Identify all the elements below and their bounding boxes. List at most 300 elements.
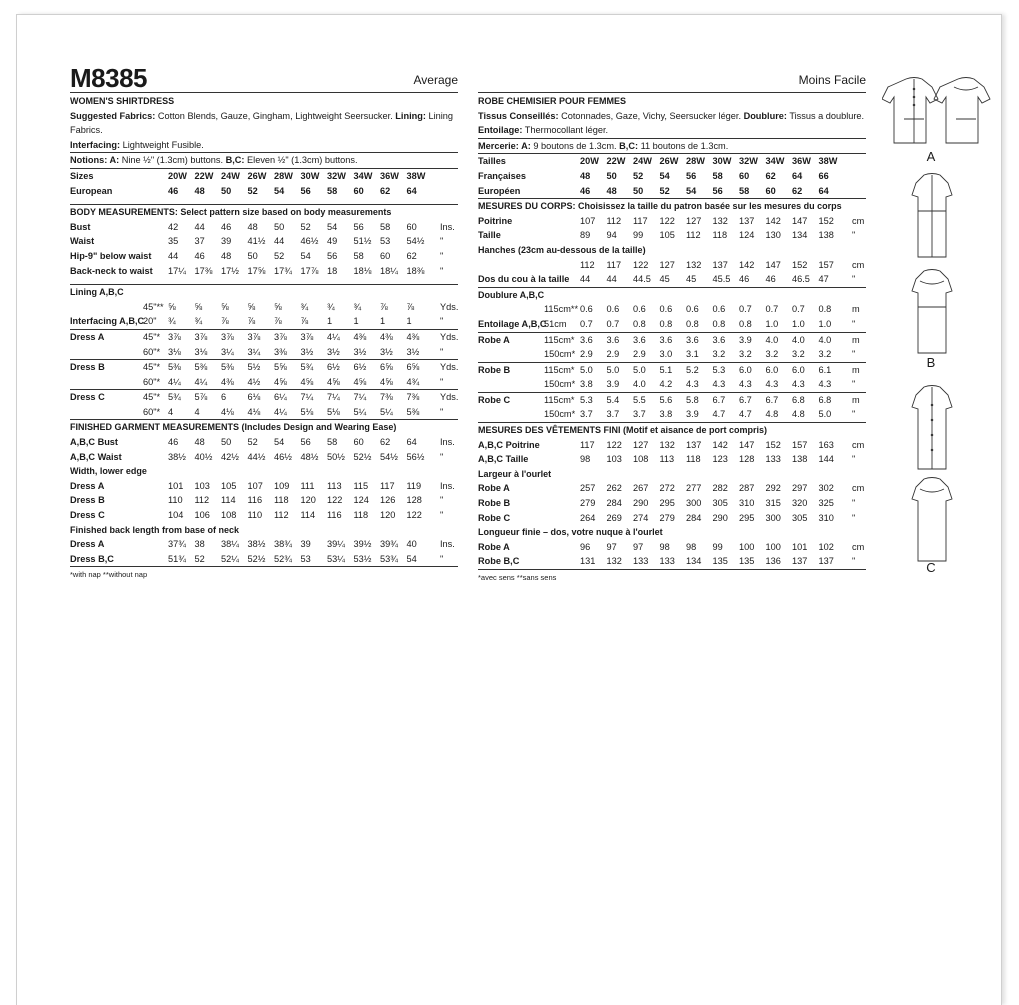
- table-cell: 5.3: [580, 394, 593, 405]
- table-cell: 3⅞: [221, 331, 234, 342]
- view-b-drawing-1: [912, 174, 952, 258]
- table-cell: 3.0: [659, 349, 673, 360]
- table-cell: 17⅞: [300, 265, 319, 276]
- row-values: [578, 228, 870, 243]
- table-cell: 122: [327, 495, 343, 506]
- fabric-width: 150cm*: [544, 409, 576, 420]
- fabrics-label-fr: Tissus Conseillés:: [478, 110, 559, 121]
- table-cell: 50: [221, 437, 232, 448]
- row-values: [578, 554, 870, 569]
- table-cell: 38½: [247, 539, 266, 550]
- view-a-front-drawing: [882, 78, 938, 144]
- length-title: Finished back length from base of neck: [70, 524, 240, 535]
- table-cell: 115: [353, 480, 369, 491]
- row-values: [578, 347, 870, 362]
- table-cell: 98: [686, 541, 697, 552]
- table-cell: 36W: [792, 156, 811, 167]
- table-cell: 40½: [194, 451, 213, 462]
- table-cell: 135: [712, 556, 728, 567]
- table-cell: 6.8: [818, 394, 832, 405]
- table-row: [70, 390, 458, 405]
- table-cell: 3½: [300, 346, 314, 357]
- table-cell: 272: [659, 483, 675, 494]
- table-cell: 101: [168, 480, 184, 491]
- table-cell: 120: [300, 495, 316, 506]
- sizes-cells: [166, 169, 458, 184]
- table-cell: 54: [659, 170, 670, 181]
- table-cell: 50: [221, 185, 232, 196]
- fabric-width: 51cm: [544, 318, 567, 329]
- row-label: A,B,C Taille: [478, 454, 529, 465]
- table-cell: 120: [380, 510, 396, 521]
- table-cell: 64: [406, 437, 417, 448]
- row-unit: ": [852, 318, 856, 329]
- table-cell: 5.8: [686, 394, 699, 405]
- table-cell: 295: [659, 498, 675, 509]
- table-cell: 284: [606, 498, 622, 509]
- table-cell: 30W: [712, 156, 732, 167]
- table-cell: 122: [633, 259, 649, 270]
- group-label: Robe C: [478, 394, 511, 405]
- garment-title: WOMEN'S SHIRTDRESS: [70, 96, 175, 106]
- table-row: [478, 333, 866, 348]
- table-cell: 48: [580, 170, 591, 181]
- table-cell: 0.8: [739, 318, 752, 329]
- table-cell: ⅝: [274, 301, 282, 312]
- table-cell: 130: [765, 230, 781, 241]
- finished-measurements-title: FINISHED GARMENT MEASUREMENTS (Includes Design and Wearing Ease): [70, 422, 397, 433]
- table-cell: 4.8: [792, 409, 805, 420]
- table-cell: 138: [792, 454, 808, 465]
- table-cell: 134: [686, 556, 702, 567]
- table-cell: 62: [792, 185, 803, 196]
- table-cell: 3¼: [221, 346, 234, 357]
- table-cell: 0.8: [659, 318, 673, 329]
- table-cell: 113: [327, 480, 342, 491]
- table-cell: 4⅜: [353, 331, 367, 342]
- table-cell: 4½: [247, 376, 261, 387]
- lining-interfacing-rows: [70, 300, 458, 329]
- table-cell: 267: [633, 483, 649, 494]
- table-cell: 133: [633, 556, 649, 567]
- table-cell: 3.6: [580, 334, 593, 345]
- footnote: *with nap **without nap: [70, 570, 148, 580]
- table-cell: ⅞: [221, 316, 229, 327]
- row-unit: Yds.: [440, 331, 459, 342]
- table-cell: 116: [327, 510, 342, 521]
- table-cell: 52: [194, 553, 205, 564]
- table-cell: 52: [659, 185, 670, 196]
- row-unit: cm: [852, 215, 865, 226]
- table-cell: 58: [327, 185, 338, 196]
- table-cell: 310: [739, 498, 755, 509]
- table-cell: 20W: [168, 170, 187, 181]
- table-cell: ⅞: [300, 316, 309, 327]
- table-cell: 4⅛: [247, 406, 261, 417]
- table-cell: 45: [659, 274, 670, 285]
- table-cell: ⅝: [168, 301, 176, 312]
- table-row: [478, 540, 866, 555]
- table-cell: 138: [818, 230, 834, 241]
- table-cell: 117: [606, 259, 622, 270]
- table-cell: 7⅜: [406, 392, 420, 403]
- lining-title: Lining A,B,C: [70, 287, 124, 298]
- table-cell: 105: [221, 480, 237, 491]
- row-unit: m: [852, 394, 860, 405]
- tailles-cells: [578, 154, 870, 169]
- table-cell: 6.0: [792, 364, 805, 375]
- table-cell: 3.7: [580, 409, 593, 420]
- row-values: [578, 214, 870, 229]
- table-row: [478, 496, 866, 511]
- table-cell: 62: [380, 185, 391, 196]
- table-cell: 56½: [406, 451, 425, 462]
- table-cell: 46: [739, 274, 750, 285]
- table-cell: 5⅜: [168, 362, 181, 373]
- row-label: Dress A: [70, 539, 105, 550]
- row-values: [166, 330, 458, 345]
- table-cell: ¾: [327, 301, 335, 312]
- table-cell: 290: [712, 512, 728, 523]
- table-cell: 0.6: [580, 304, 593, 315]
- table-cell: 58: [327, 437, 338, 448]
- table-cell: 58: [739, 185, 750, 196]
- european-cells: [166, 184, 458, 199]
- table-cell: 4⅜: [406, 331, 420, 342]
- table-cell: 117: [633, 215, 648, 226]
- table-row: [478, 347, 866, 362]
- table-row: [70, 300, 458, 315]
- table-cell: 54: [686, 185, 697, 196]
- table-cell: 34W: [765, 156, 785, 167]
- table-cell: 6½: [353, 362, 367, 373]
- table-cell: 5½: [247, 362, 261, 373]
- table-cell: 51½: [353, 236, 372, 247]
- row-unit: ": [440, 451, 444, 462]
- table-cell: 46: [221, 221, 232, 232]
- view-label-b: B: [926, 355, 936, 370]
- row-unit: ": [440, 406, 444, 417]
- row-values: [578, 317, 870, 332]
- table-cell: 114: [300, 510, 316, 521]
- yardage-group: [70, 390, 458, 420]
- table-cell: 34W: [353, 170, 373, 181]
- lining-label: Lining:: [395, 110, 426, 121]
- table-cell: 3½: [327, 346, 340, 357]
- table-cell: 132: [712, 215, 728, 226]
- table-cell: 54½: [406, 236, 425, 247]
- table-cell: 1: [406, 316, 412, 327]
- table-cell: 3.2: [765, 349, 779, 360]
- table-row: [478, 407, 866, 422]
- fabrics-line-fr: [478, 109, 866, 138]
- table-cell: 297: [792, 483, 808, 494]
- table-row: [70, 508, 458, 523]
- table-row: [478, 554, 866, 569]
- table-cell: 30W: [300, 170, 320, 181]
- table-cell: 4⅝: [300, 376, 314, 387]
- table-cell: 32W: [739, 156, 758, 167]
- table-cell: 38W: [818, 156, 838, 167]
- row-label: Entoilage A,B,C: [478, 318, 547, 329]
- row-unit: ": [852, 379, 856, 390]
- europeen-cells: [578, 184, 870, 199]
- table-cell: 3.7: [633, 409, 646, 420]
- robe-yardage-groups: [478, 333, 866, 424]
- europeen-label: Européen: [478, 185, 521, 196]
- yardage-group: [478, 333, 866, 363]
- table-cell: 44: [168, 250, 179, 261]
- table-cell: 46: [168, 185, 179, 196]
- doublure-title: Doublure A,B,C: [478, 289, 545, 300]
- fabric-width: 60"*: [143, 406, 161, 417]
- table-cell: 5¾: [168, 392, 181, 403]
- fabric-width: 60"*: [143, 346, 161, 357]
- row-values: [166, 450, 458, 465]
- table-cell: 137: [739, 215, 755, 226]
- table-cell: 3⅜: [274, 346, 287, 357]
- table-cell: 40: [406, 539, 417, 550]
- table-cell: 277: [686, 483, 702, 494]
- table-cell: 97: [633, 541, 644, 552]
- table-cell: 310: [818, 512, 834, 523]
- table-cell: 49: [327, 236, 338, 247]
- yardage-section: [70, 285, 458, 330]
- table-cell: 58: [353, 250, 364, 261]
- table-cell: 128: [739, 454, 755, 465]
- row-label: A,B,C Bust: [70, 437, 118, 448]
- table-cell: 137: [712, 259, 728, 270]
- table-cell: ⅝: [194, 301, 203, 312]
- body-measurements-section-fr: [478, 199, 866, 288]
- table-cell: 4.3: [739, 379, 752, 390]
- table-cell: 7¼: [353, 392, 367, 403]
- table-cell: 17⅜: [194, 265, 213, 276]
- table-cell: 36W: [380, 170, 399, 181]
- table-cell: 122: [606, 439, 622, 450]
- table-cell: 0.6: [686, 304, 699, 315]
- row-unit: ": [852, 274, 856, 285]
- row-unit: m: [852, 364, 860, 375]
- row-unit: ": [852, 454, 856, 465]
- french-header: [478, 60, 866, 93]
- row-label: Poitrine: [478, 215, 513, 226]
- table-cell: 46: [194, 250, 205, 261]
- tailles-row: [478, 154, 866, 169]
- table-cell: 142: [712, 439, 728, 450]
- difficulty-level: Average: [413, 73, 458, 87]
- table-cell: 52: [633, 170, 644, 181]
- row-values: [578, 481, 870, 496]
- notions-section-fr: [478, 139, 866, 155]
- row-values: [166, 537, 458, 552]
- table-cell: 50: [633, 185, 644, 196]
- table-cell: 52: [247, 437, 258, 448]
- notions-section: [70, 153, 458, 169]
- interfacing-text: Lightweight Fusible.: [120, 139, 204, 150]
- french-column: [478, 60, 866, 584]
- fabric-width: 45"**: [143, 301, 164, 312]
- table-cell: 62: [765, 170, 776, 181]
- table-cell: 53¼: [327, 553, 345, 564]
- row-unit: m: [852, 334, 860, 345]
- table-cell: 152: [792, 259, 808, 270]
- sizes-section: [70, 169, 458, 205]
- width-title: Width, lower edge: [70, 466, 147, 477]
- row-label: Robe A: [478, 541, 510, 552]
- table-cell: 38¼: [221, 539, 239, 550]
- row-unit: ": [852, 230, 856, 241]
- table-cell: 44½: [247, 451, 266, 462]
- table-cell: 6⅝: [406, 362, 420, 373]
- table-cell: 104: [168, 510, 184, 521]
- row-unit: Ins.: [440, 539, 455, 550]
- row-values: [166, 375, 458, 390]
- table-row: [478, 317, 866, 332]
- group-label: Dress C: [70, 392, 105, 403]
- view-label-a: A: [926, 149, 936, 164]
- table-cell: 4.0: [765, 334, 779, 345]
- table-cell: 0.8: [633, 318, 646, 329]
- row-values: [578, 302, 870, 317]
- table-cell: 122: [406, 510, 422, 521]
- table-cell: 279: [580, 498, 596, 509]
- table-cell: 18⅜: [406, 265, 425, 276]
- table-cell: ¾: [168, 316, 176, 327]
- european-row: [70, 184, 458, 199]
- table-cell: 137: [818, 556, 834, 567]
- europeen-row: [478, 184, 866, 199]
- table-cell: 315: [765, 498, 781, 509]
- table-cell: 58: [712, 170, 723, 181]
- table-cell: 0.6: [712, 304, 726, 315]
- table-cell: 44: [274, 236, 285, 247]
- interfacing-label: Interfacing:: [70, 139, 121, 150]
- table-cell: 132: [659, 439, 675, 450]
- table-cell: 300: [765, 512, 781, 523]
- table-cell: 7¼: [300, 392, 314, 403]
- table-cell: 56: [686, 170, 697, 181]
- table-cell: 60: [406, 221, 417, 232]
- table-cell: 3.2: [792, 349, 805, 360]
- table-cell: 3.7: [606, 409, 620, 420]
- table-row: [70, 537, 458, 552]
- table-cell: 137: [686, 439, 702, 450]
- table-cell: 24W: [633, 156, 652, 167]
- table-cell: 3.1: [686, 349, 699, 360]
- table-cell: 6.0: [765, 364, 779, 375]
- table-row: [478, 363, 866, 378]
- table-cell: 39: [300, 539, 311, 550]
- table-row: [70, 435, 458, 450]
- table-cell: 107: [247, 480, 263, 491]
- table-cell: 142: [739, 259, 755, 270]
- table-cell: 51¾: [168, 553, 186, 564]
- table-cell: 94: [606, 230, 617, 241]
- finished-rows: [70, 435, 458, 464]
- table-cell: 6½: [327, 362, 340, 373]
- width-title-fr: Largeur à l'ourlet: [478, 468, 552, 479]
- table-cell: 128: [406, 495, 422, 506]
- table-row: [478, 272, 866, 287]
- table-cell: 5.5: [633, 394, 646, 405]
- row-label: Dress A: [70, 480, 105, 491]
- table-cell: 54: [406, 553, 417, 564]
- table-cell: 257: [580, 483, 596, 494]
- table-cell: 0.8: [818, 304, 832, 315]
- table-cell: ¾: [194, 316, 203, 327]
- table-cell: 110: [168, 495, 183, 506]
- table-cell: 3.6: [659, 334, 673, 345]
- table-cell: ⅞: [247, 316, 256, 327]
- row-unit: m: [852, 304, 860, 315]
- row-unit: Ins.: [440, 221, 455, 232]
- table-cell: 127: [686, 215, 702, 226]
- table-cell: 5.0: [606, 364, 620, 375]
- table-cell: 126: [380, 495, 396, 506]
- table-cell: 133: [659, 556, 675, 567]
- table-cell: 0.6: [606, 304, 620, 315]
- row-label: Dress C: [70, 510, 105, 521]
- table-cell: 279: [659, 512, 675, 523]
- table-cell: 4⅛: [221, 406, 234, 417]
- row-values: [578, 377, 870, 392]
- table-cell: 89: [580, 230, 591, 241]
- hip-label-fr: Hanches (23cm au-dessous de la taille): [478, 244, 646, 255]
- table-cell: 135: [739, 556, 755, 567]
- table-row: [70, 330, 458, 345]
- row-unit: ": [440, 316, 444, 327]
- technical-drawings: [882, 75, 1002, 585]
- table-row: [478, 393, 866, 408]
- hip-unit-fr: cm: [852, 259, 865, 270]
- row-values: [578, 452, 870, 467]
- table-cell: 38: [194, 539, 205, 550]
- row-unit: ": [440, 265, 444, 276]
- fabrics-text-fr: Cotonnades, Gaze, Vichy, Seersucker léger.: [558, 110, 744, 121]
- table-cell: 4¼: [274, 406, 287, 417]
- table-cell: 66: [818, 170, 829, 181]
- table-cell: 64: [406, 185, 417, 196]
- table-cell: 4⅝: [274, 376, 287, 387]
- row-unit: ": [852, 512, 856, 523]
- table-cell: 4.8: [765, 409, 779, 420]
- notions-text-fr: 9 boutons de 1.3cm.: [530, 140, 620, 151]
- table-cell: 4.7: [739, 409, 752, 420]
- table-cell: 4.7: [712, 409, 726, 420]
- table-cell: 17½: [221, 265, 239, 276]
- row-values: [166, 264, 458, 279]
- table-cell: 47: [818, 274, 829, 285]
- table-cell: 60: [353, 437, 364, 448]
- fabric-width: 150cm*: [544, 349, 576, 360]
- dress-line-drawings: [882, 75, 1002, 575]
- table-cell: 163: [818, 439, 834, 450]
- notions-bc-text: Eleven ½" (1.3cm) buttons.: [244, 155, 358, 166]
- table-cell: 6.7: [712, 394, 726, 405]
- row-unit: Ins.: [440, 437, 455, 448]
- row-unit: Yds.: [440, 392, 459, 403]
- table-cell: 46½: [274, 451, 292, 462]
- view-a-back-drawing: [934, 78, 990, 144]
- row-label: Robe C: [478, 512, 511, 523]
- table-cell: 52½: [247, 553, 266, 564]
- table-cell: 3.8: [659, 409, 673, 420]
- table-cell: 325: [818, 498, 834, 509]
- table-cell: 111: [300, 480, 315, 491]
- interfacing-line: [70, 138, 458, 153]
- table-row: [70, 450, 458, 465]
